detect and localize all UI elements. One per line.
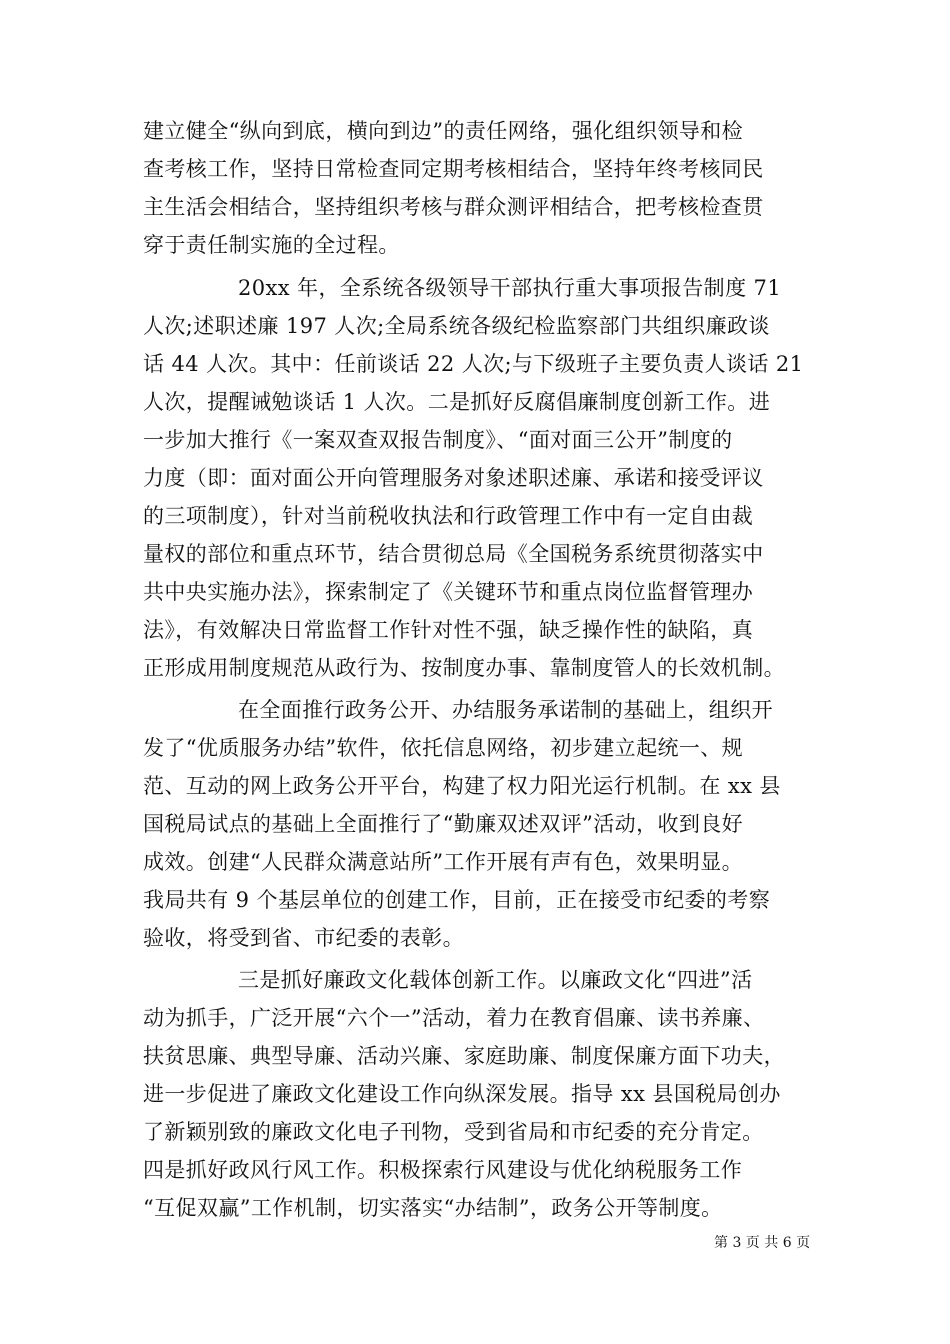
paragraph-first-line: 20xx 年，全系统各级领导干部执行重大事项报告制度 71 <box>238 276 782 300</box>
text-line: 一步加大推行《一案双查双报告制度》、“面对面三公开”制度的 <box>143 428 733 452</box>
text-line: 范、互动的网上政务公开平台，构建了权力阳光运行机制。在 xx 县 <box>143 774 781 798</box>
text-line: 正形成用制度规范从政行为、按制度办事、靠制度管人的长效机制。 <box>143 656 785 680</box>
paragraph-first-line: 三是抓好廉政文化载体创新工作。以廉政文化“四进”活 <box>238 968 753 992</box>
text-line: 穿于责任制实施的全过程。 <box>143 233 400 257</box>
text-line: 扶贫思廉、典型导廉、活动兴廉、家庭助廉、制度保廉方面下功夫， <box>143 1044 785 1068</box>
text-line: 进一步促进了廉政文化建设工作向纵深发展。指导 xx 县国税局创办 <box>143 1082 781 1106</box>
text-line: 建立健全“纵向到底，横向到边”的责任网络，强化组织领导和检 <box>143 119 744 143</box>
text-line: 我局共有 9 个基层单位的创建工作，目前，正在接受市纪委的考察 <box>143 888 771 912</box>
text-line: 主生活会相结合，坚持组织考核与群众测评相结合，把考核检查贯 <box>143 195 764 219</box>
page-number-footer: 第 3 页 共 6 页 <box>714 1235 811 1251</box>
text-line: “互促双赢”工作机制，切实落实“办结制”，政务公开等制度。 <box>143 1196 723 1220</box>
text-line: 共中央实施办法》，探索制定了《关键环节和重点岗位监督管理办 <box>143 580 754 604</box>
text-line: 四是抓好政风行风工作。积极探索行风建设与优化纳税服务工作 <box>143 1158 743 1182</box>
text-line: 法》，有效解决日常监督工作针对性不强，缺乏操作性的缺陷，真 <box>143 618 754 642</box>
text-line: 的三项制度），针对当前税收执法和行政管理工作中有一定自由裁 <box>143 504 754 528</box>
text-line: 人次;述职述廉 197 人次;全局系统各级纪检监察部门共组织廉政谈 <box>143 314 770 338</box>
text-line: 人次，提醒诫勉谈话 1 人次。二是抓好反腐倡廉制度创新工作。进 <box>143 390 771 414</box>
text-line: 了新颖别致的廉政文化电子刊物，受到省局和市纪委的充分肯定。 <box>143 1120 764 1144</box>
text-line: 力度（即：面对面公开向管理服务对象述职述廉、承诺和接受评议 <box>143 466 764 490</box>
text-line: 验收，将受到省、市纪委的表彰。 <box>143 926 464 950</box>
text-line: 发了“优质服务办结”软件，依托信息网络，初步建立起统一、规 <box>143 736 744 760</box>
text-line: 查考核工作，坚持日常检查同定期考核相结合，坚持年终考核同民 <box>143 157 764 181</box>
text-line: 成效。创建“人民群众满意站所”工作开展有声有色，效果明显。 <box>143 850 744 874</box>
text-line: 量权的部位和重点环节，结合贯彻总局《全国税务系统贯彻落实中 <box>143 542 764 566</box>
text-line: 话 44 人次。其中：任前谈话 22 人次;与下级班子主要负责人谈话 21 <box>143 352 804 376</box>
text-line: 动为抓手，广泛开展“六个一”活动，着力在教育倡廉、读书养廉、 <box>143 1006 765 1030</box>
text-line: 国税局试点的基础上全面推行了“勤廉双述双评”活动，收到良好 <box>143 812 744 836</box>
paragraph-first-line: 在全面推行政务公开、办结服务承诺制的基础上，组织开 <box>238 698 773 722</box>
